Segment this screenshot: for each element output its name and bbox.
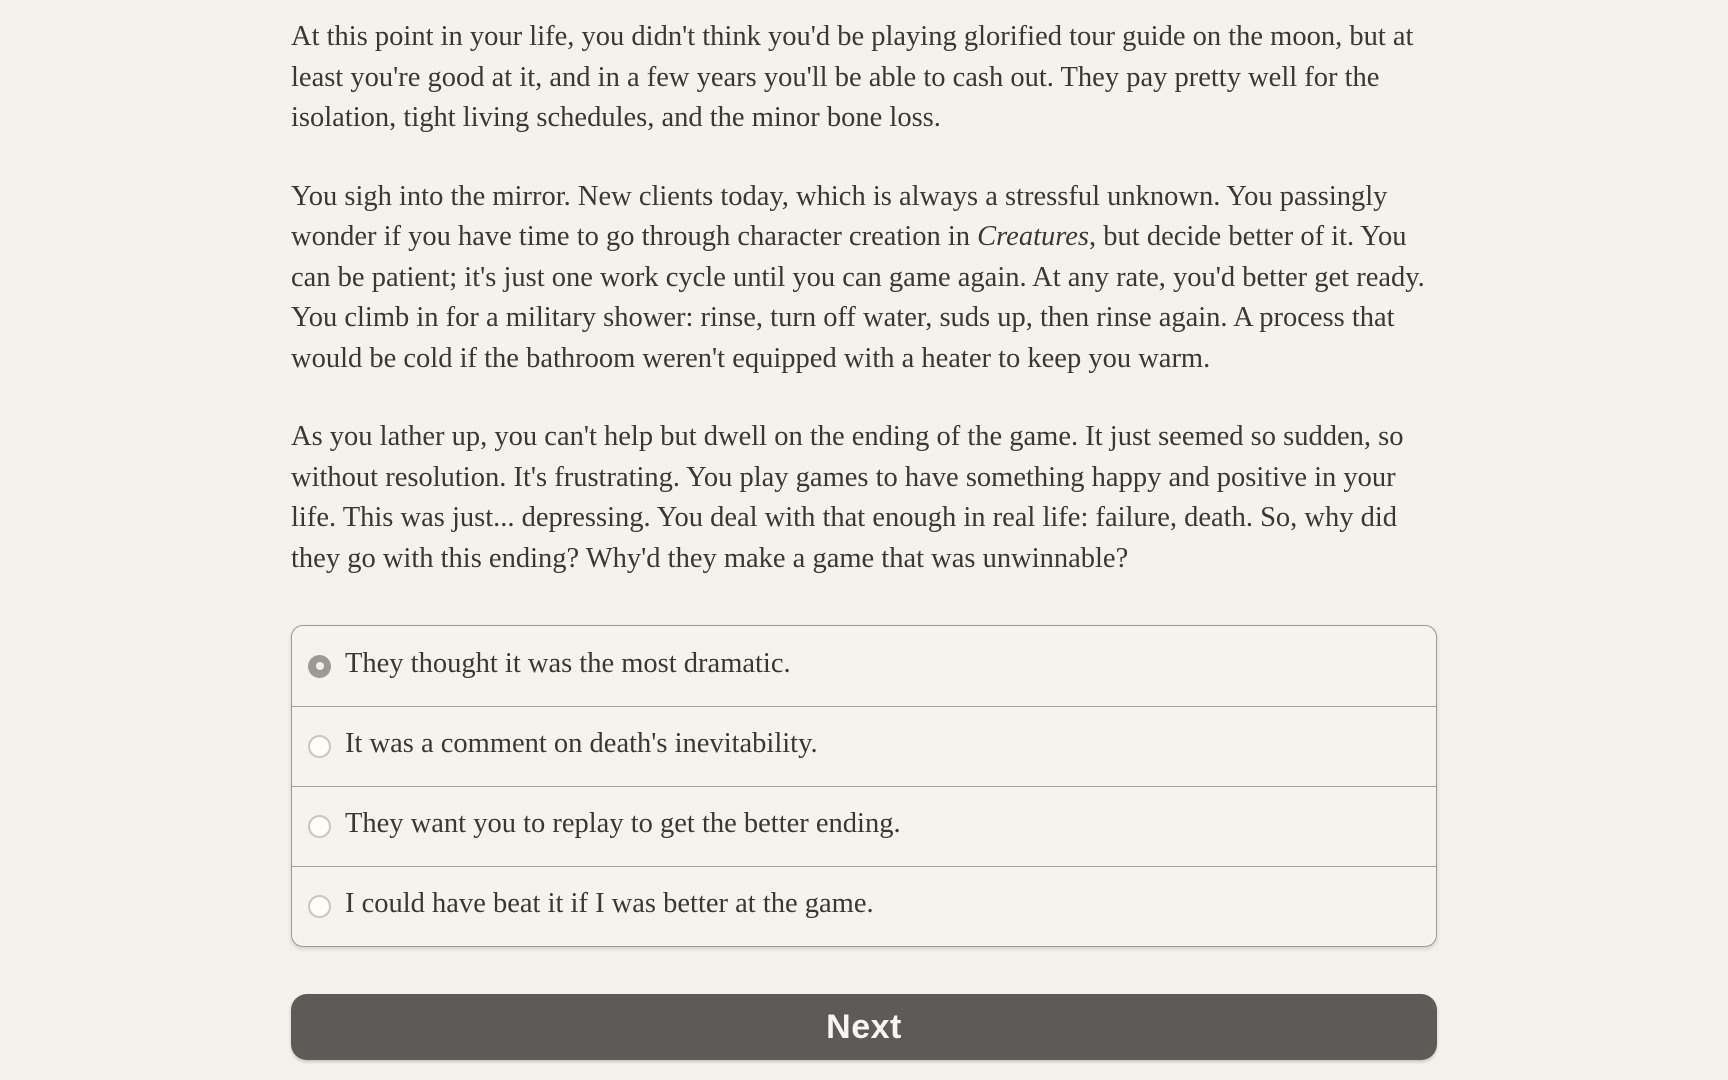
story-paragraph bbox=[291, 417, 1437, 579]
story-segment: , but decide better of it. You can be patient; it's just one work cycle until you can game again. At any rate, you'd better get ready. You climb in for a military shower: rinse, turn off water, suds up, then rinse again. A process that would be cold if the bathroom weren't equipped with a heater to keep you warm. bbox=[291, 221, 1425, 374]
radio-unselected-icon[interactable] bbox=[308, 895, 331, 918]
story-segment: At this point in your life, you didn't think you'd be playing glorified tour guide on the moon, but at least you're good at it, and in a few years you'll be able to cash out. They pay pretty well for the isolation, tight living schedules, and the minor bone loss. bbox=[291, 21, 1414, 133]
story-paragraph bbox=[291, 17, 1437, 139]
choice-list bbox=[291, 625, 1437, 947]
story-paragraph bbox=[291, 177, 1437, 380]
story-segment-italic: Creatures bbox=[977, 221, 1090, 252]
radio-unselected-icon[interactable] bbox=[308, 735, 331, 758]
content-column bbox=[291, 0, 1437, 1060]
choice-option[interactable] bbox=[292, 786, 1436, 866]
choice-label: They thought it was the most dramatic. bbox=[345, 647, 791, 679]
choice-option[interactable] bbox=[292, 866, 1436, 946]
choice-option[interactable] bbox=[292, 626, 1436, 706]
choice-label: They want you to replay to get the better ending. bbox=[345, 808, 901, 840]
story-segment: You sigh into the mirror. New clients today, which is always a stressful unknown. You passingly wonder if you have time to go through character creation in bbox=[291, 180, 1388, 252]
story-text bbox=[291, 17, 1437, 579]
radio-selected-icon[interactable] bbox=[308, 655, 331, 678]
choice-option[interactable] bbox=[292, 706, 1436, 786]
choice-label: It was a comment on death's inevitability. bbox=[345, 728, 818, 760]
choice-label: I could have beat it if I was better at the game. bbox=[345, 888, 874, 920]
radio-unselected-icon[interactable] bbox=[308, 815, 331, 838]
next-button[interactable]: Next bbox=[291, 994, 1437, 1060]
story-segment: As you lather up, you can't help but dwell on the ending of the game. It just seemed so sudden, so without resolution. It's frustrating. You play games to have something happy and positive in your life. This was just... depressing. You deal with that enough in real life: failure, death. So, why did they go with this ending? Why'd they make a game that was unwinnable? bbox=[291, 421, 1404, 574]
